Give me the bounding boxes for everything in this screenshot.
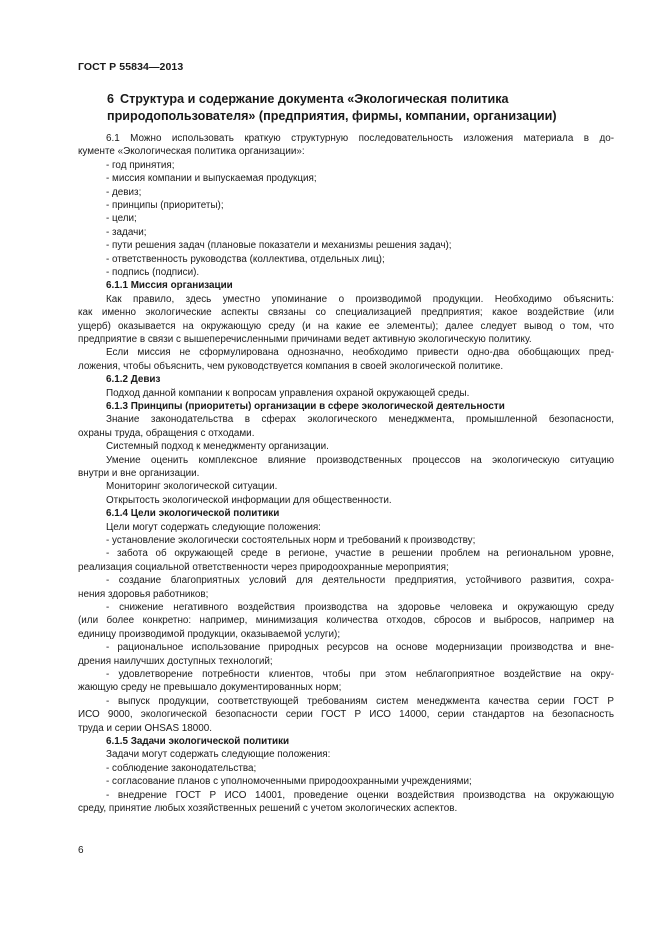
list-item-continuation: труда и серии OHSAS 18000. [78, 722, 212, 734]
list-item: - принципы (приоритеты); [106, 200, 224, 211]
subsection-heading-6-1-5: 6.1.5 Задачи экологической политики [106, 736, 290, 747]
list-item: - соблюдение законодательства; [106, 762, 257, 774]
paragraph-line: кументе «Экологическая политика организации»: [78, 146, 305, 158]
paragraph-line: Мониторинг экологической ситуации. [106, 481, 278, 493]
list-item: - выпуск продукции, соответствующей требованиям систем менеджмента качества серии ГОСТ Р [106, 695, 614, 707]
list-item: - забота об окружающей среде в регионе, участие в решении проблем на региональном уровне, [106, 548, 614, 560]
section-title-text-1: Структура и содержание документа «Экологическая политика [120, 92, 509, 106]
list-item: - рациональное использование природных ресурсов на основе модернизации производства и вне- [106, 642, 614, 654]
list-item-continuation: дрения наилучших доступных технологий; [78, 655, 273, 667]
subsection-heading-6-1-3: 6.1.3 Принципы (приоритеты) организации в сфере экологической деятельности [106, 401, 505, 412]
paragraph-line: внутри и вне организации. [78, 468, 200, 479]
paragraph-line: ложения, чтобы объяснить, чем руководствуется компания в своей экологической политике. [78, 360, 504, 372]
list-item: - установление экологически состоятельных норм и требований к производству; [106, 535, 476, 546]
paragraph-line: Знание законодательства в сферах экологического менеджмента, промышленной безопасности, [106, 414, 614, 426]
paragraph-line: Цели могут содержать следующие положения: [106, 521, 321, 533]
paragraph-line: ущерб) оказывается на окружающую среду (и на какие ее элементы); далее следует вывод о том, что [78, 320, 614, 332]
paragraph-line: Как правило, здесь уместно упоминание о производимой продукции. Необходимо объяснить: [106, 293, 614, 305]
list-item-continuation: единицу производимой продукции, оказываемой услуги); [78, 628, 341, 640]
section-title [107, 91, 607, 125]
paragraph-line: Подход данной компании к вопросам управления охраной окружающей среды. [106, 387, 470, 399]
list-item: - внедрение ГОСТ Р ИСО 14001, проведение оценки воздействия производства на окружающую [106, 789, 614, 801]
list-item: - удовлетворение потребности клиентов, чтобы при этом неблагоприятное воздействие на окру- [106, 669, 614, 680]
list-item: - согласование планов с уполномоченными природоохранными учреждениями; [106, 776, 472, 788]
list-item: - цели; [106, 213, 137, 225]
list-item: - девиз; [106, 186, 142, 198]
list-item: - снижение негативного воздействия производства на здоровье человека и окружающую среду [106, 602, 614, 613]
list-item-continuation: среду, принятие любых хозяйственных решений с учетом экологических аспектов. [78, 803, 458, 814]
list-item: - создание благоприятных условий для деятельности предприятия, устойчивого развития, сохра- [106, 575, 614, 587]
list-item-continuation: ИСО 9000, экологической безопасности серии ГОСТ Р ИСО 14000, серии стандартов на безопасность [78, 709, 614, 721]
paragraph-line: предприятие в связи с вышеперечисленными причинами ведет активную экологическую политику. [78, 334, 532, 345]
list-item: - ответственность руководства (коллектива, отдельных лиц); [106, 253, 385, 265]
paragraph-line: Если миссия не сформулирована однозначно, необходимо привести одно-два обобщающих пред- [106, 347, 614, 359]
list-item-continuation: (или более конкретно: например, минимизация количества отходов, сбросов и выбросов, например на [78, 615, 614, 627]
subsection-heading-6-1-4: 6.1.4 Цели экологической политики [106, 508, 280, 520]
document-code-header: ГОСТ Р 55834—2013 [78, 61, 184, 73]
list-item: - подпись (подписи). [106, 267, 200, 278]
section-number: 6 [107, 92, 115, 106]
page-number: 6 [78, 845, 84, 856]
paragraph-line: Задачи могут содержать следующие положения: [106, 749, 331, 761]
list-item: - пути решения задач (плановые показатели и механизмы решения задач); [106, 240, 452, 252]
list-item-continuation: реализация социальной ответственности через природоохранные мероприятия; [78, 561, 449, 573]
paragraph-line: как именно экологические аспекты связаны со специализацией предприятия; какое воздействие (или [78, 307, 614, 319]
subsection-heading-6-1-2: 6.1.2 Девиз [106, 374, 161, 386]
list-item: - год принятия; [106, 159, 175, 171]
subsection-heading-6-1-1: 6.1.1 Миссия организации [106, 280, 233, 292]
paragraph-line: Умение оценить комплексное влияние производственных процессов на экологическую ситуацию [106, 454, 614, 466]
list-item: - задачи; [106, 226, 147, 238]
list-item-continuation: жающую среду не превышало документированных норм; [78, 682, 342, 694]
paragraph-line: 6.1 Можно использовать краткую структурную последовательность изложения материала в до- [106, 133, 614, 144]
paragraph-line: охраны труда, обращения с отходами. [78, 427, 255, 439]
section-title-line-1 [107, 91, 607, 108]
list-item: - миссия компании и выпускаемая продукция; [106, 173, 317, 185]
list-item-continuation: нения здоровья работников; [78, 588, 209, 600]
paragraph-line: Открытость экологической информации для общественности. [106, 494, 392, 506]
section-title-line-2: природопользователя» (предприятия, фирмы, компании, организации) [107, 109, 557, 123]
paragraph-line: Системный подход к менеджменту организации. [106, 441, 329, 453]
